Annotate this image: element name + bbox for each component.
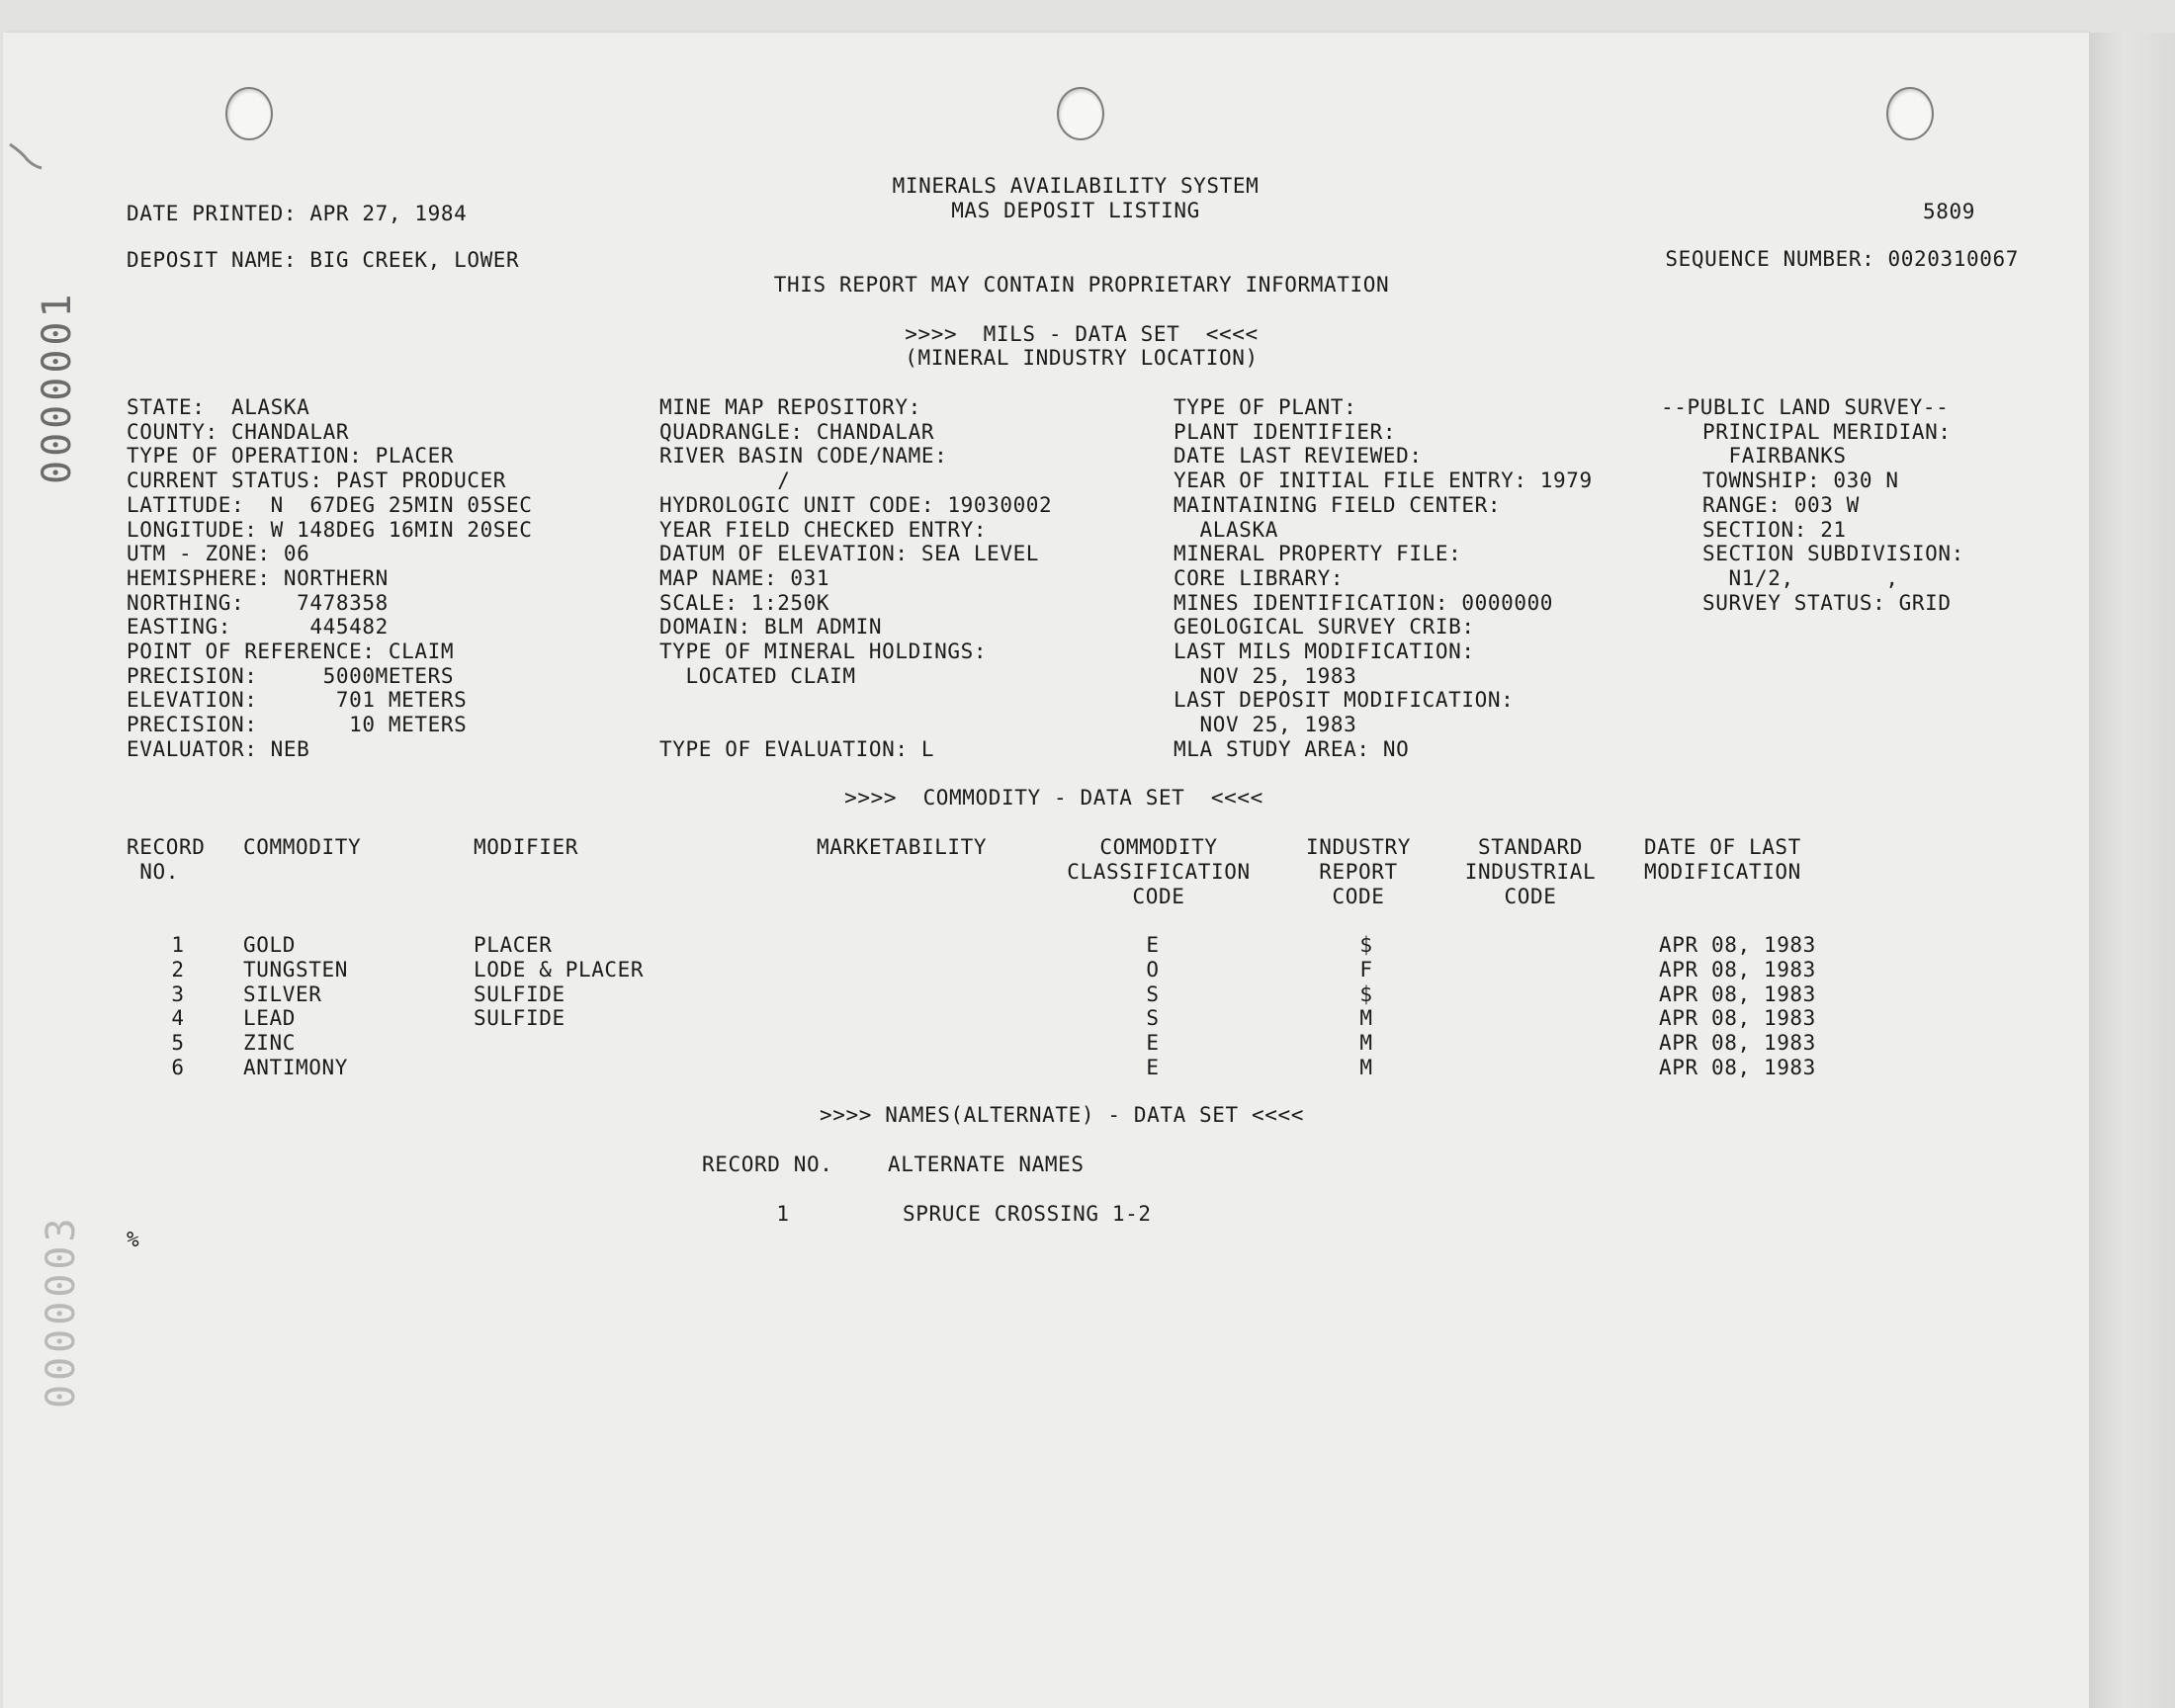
header-date-modified: DATE OF LAST MODIFICATION <box>1644 835 1801 884</box>
mils-subheading: (MINERAL INDUSTRY LOCATION) <box>905 346 1259 370</box>
commodity-cell: GOLD <box>243 933 296 957</box>
mils-field: / <box>659 469 791 492</box>
mils-field: ALASKA <box>1174 518 1278 542</box>
date-printed: DATE PRINTED: APR 27, 1984 <box>127 202 468 225</box>
mils-field: MAP NAME: 031 <box>659 566 830 590</box>
margin-stamp-top: 0000001 <box>35 290 80 484</box>
paper-mark <box>8 138 47 178</box>
plss-heading: --PUBLIC LAND SURVEY-- <box>1661 395 1950 419</box>
header-marketability: MARKETABILITY <box>817 835 988 859</box>
commodity-cell: SILVER <box>243 982 322 1006</box>
mils-heading: >>>> MILS - DATA SET <<<< <box>905 322 1259 346</box>
mils-field: PLANT IDENTIFIER: <box>1174 420 1397 444</box>
record-no-cell: 6 <box>171 1056 185 1079</box>
commodity-cell: ZINC <box>243 1031 296 1055</box>
mils-field: LONGITUDE: W 148DEG 16MIN 20SEC <box>127 518 533 542</box>
mils-field: EVALUATOR: NEB <box>127 737 310 761</box>
mils-field: COUNTY: CHANDALAR <box>127 420 350 444</box>
header-industry-code: INDUSTRY REPORT CODE <box>1306 835 1411 908</box>
modifier-cell: PLACER <box>474 933 553 957</box>
header-modifier: MODIFIER <box>474 835 578 859</box>
mils-field: POINT OF REFERENCE: CLAIM <box>127 640 455 663</box>
mils-field: LOCATED CLAIM <box>659 664 856 688</box>
classification-cell: S <box>1146 1006 1160 1030</box>
mils-field: ELEVATION: 701 METERS <box>127 688 468 712</box>
page-number: 5809 <box>1923 200 1975 223</box>
classification-cell: E <box>1146 1031 1160 1055</box>
industry-code-cell: F <box>1359 958 1373 982</box>
mils-field: SECTION: 21 <box>1702 518 1847 542</box>
names-header-alternate: ALTERNATE NAMES <box>888 1153 1085 1176</box>
mils-field: YEAR OF INITIAL FILE ENTRY: 1979 <box>1174 469 1593 492</box>
mils-field: SURVEY STATUS: GRID <box>1702 591 1952 615</box>
mils-field: STATE: ALASKA <box>127 395 310 419</box>
header-record-no: RECORD NO. <box>127 835 206 884</box>
date-modified-cell: APR 08, 1983 <box>1659 1006 1816 1030</box>
names-record-cell: 1 <box>776 1202 790 1226</box>
mils-field: PRINCIPAL MERIDIAN: <box>1702 420 1952 444</box>
mils-field: DOMAIN: BLM ADMIN <box>659 615 883 639</box>
modifier-cell: SULFIDE <box>474 982 566 1006</box>
mils-field: TYPE OF PLANT: <box>1174 395 1357 419</box>
mils-field: HEMISPHERE: NORTHERN <box>127 566 389 590</box>
commodity-cell: TUNGSTEN <box>243 958 348 982</box>
margin-stamp-bottom: 0000003 <box>39 1214 84 1409</box>
industry-code-cell: $ <box>1359 982 1373 1006</box>
commodity-cell: ANTIMONY <box>243 1056 348 1079</box>
mils-field: UTM - ZONE: 06 <box>127 542 310 565</box>
mils-field: MINERAL PROPERTY FILE: <box>1174 542 1462 565</box>
mils-field: NORTHING: 7478358 <box>127 591 389 615</box>
industry-code-cell: M <box>1359 1031 1373 1055</box>
record-no-cell: 5 <box>171 1031 185 1055</box>
mils-field: MLA STUDY AREA: NO <box>1174 737 1410 761</box>
mils-field: N1/2, , <box>1702 566 1899 590</box>
record-no-cell: 4 <box>171 1006 185 1030</box>
mils-field: GEOLOGICAL SURVEY CRIB: <box>1174 615 1475 639</box>
header-commodity: COMMODITY <box>243 835 362 859</box>
industry-code-cell: $ <box>1359 933 1373 957</box>
mils-field: MAINTAINING FIELD CENTER: <box>1174 493 1502 517</box>
mils-field: FAIRBANKS <box>1702 444 1847 468</box>
mils-field: TYPE OF EVALUATION: L <box>659 737 935 761</box>
mils-field: CURRENT STATUS: PAST PRODUCER <box>127 469 507 492</box>
mils-field: SECTION SUBDIVISION: <box>1702 542 1964 565</box>
mils-field: LAST DEPOSIT MODIFICATION: <box>1174 688 1515 712</box>
mils-field: PRECISION: 5000METERS <box>127 664 455 688</box>
binder-hole <box>1886 87 1934 140</box>
industry-code-cell: M <box>1359 1056 1373 1079</box>
header-classification: COMMODITY CLASSIFICATION CODE <box>1067 835 1251 908</box>
modifier-cell: SULFIDE <box>474 1006 566 1030</box>
modifier-cell: LODE & PLACER <box>474 958 645 982</box>
alternate-name-cell: SPRUCE CROSSING 1-2 <box>903 1202 1152 1226</box>
mils-field: RIVER BASIN CODE/NAME: <box>659 444 948 468</box>
listing-title: MAS DEPOSIT LISTING <box>951 199 1200 222</box>
mils-field: SCALE: 1:250K <box>659 591 830 615</box>
mils-field: PRECISION: 10 METERS <box>127 713 468 736</box>
mils-field: QUADRANGLE: CHANDALAR <box>659 420 935 444</box>
mils-field: YEAR FIELD CHECKED ENTRY: <box>659 518 988 542</box>
mils-field: NOV 25, 1983 <box>1174 664 1357 688</box>
mils-field: TYPE OF OPERATION: PLACER <box>127 444 455 468</box>
mils-field: EASTING: 445482 <box>127 615 389 639</box>
date-modified-cell: APR 08, 1983 <box>1659 1031 1816 1055</box>
names-header-record: RECORD NO. <box>702 1153 833 1176</box>
mils-field: TYPE OF MINERAL HOLDINGS: <box>659 640 988 663</box>
mils-field: HYDROLOGIC UNIT CODE: 19030002 <box>659 493 1053 517</box>
date-modified-cell: APR 08, 1983 <box>1659 933 1816 957</box>
mils-field: LAST MILS MODIFICATION: <box>1174 640 1475 663</box>
mils-field: DATE LAST REVIEWED: <box>1174 444 1423 468</box>
binder-hole <box>225 87 273 140</box>
industry-code-cell: M <box>1359 1006 1373 1030</box>
footer-mark: % <box>127 1228 140 1251</box>
mils-field: MINES IDENTIFICATION: 0000000 <box>1174 591 1554 615</box>
record-no-cell: 2 <box>171 958 185 982</box>
sequence-number: SEQUENCE NUMBER: 0020310067 <box>1665 247 2019 271</box>
mils-field: RANGE: 003 W <box>1702 493 1860 517</box>
record-no-cell: 1 <box>171 933 185 957</box>
commodity-cell: LEAD <box>243 1006 296 1030</box>
classification-cell: S <box>1146 982 1160 1006</box>
system-title: MINERALS AVAILABILITY SYSTEM <box>892 174 1260 198</box>
classification-cell: E <box>1146 933 1160 957</box>
binder-hole <box>1057 87 1104 140</box>
proprietary-notice: THIS REPORT MAY CONTAIN PROPRIETARY INFORMATION <box>773 273 1390 297</box>
scanner-edge <box>2089 33 2175 1708</box>
mils-field: MINE MAP REPOSITORY: <box>659 395 921 419</box>
mils-field: TOWNSHIP: 030 N <box>1702 469 1899 492</box>
mils-field: NOV 25, 1983 <box>1174 713 1357 736</box>
mils-field: LATITUDE: N 67DEG 25MIN 05SEC <box>127 493 533 517</box>
date-modified-cell: APR 08, 1983 <box>1659 1056 1816 1079</box>
header-standard-code: STANDARD INDUSTRIAL CODE <box>1464 835 1597 908</box>
date-modified-cell: APR 08, 1983 <box>1659 958 1816 982</box>
record-no-cell: 3 <box>171 982 185 1006</box>
date-modified-cell: APR 08, 1983 <box>1659 982 1816 1006</box>
mils-field: CORE LIBRARY: <box>1174 566 1345 590</box>
names-heading: >>>> NAMES(ALTERNATE) - DATA SET <<<< <box>820 1103 1304 1127</box>
mils-field: DATUM OF ELEVATION: SEA LEVEL <box>659 542 1040 565</box>
classification-cell: O <box>1146 958 1160 982</box>
classification-cell: E <box>1146 1056 1160 1079</box>
commodity-heading: >>>> COMMODITY - DATA SET <<<< <box>844 786 1263 810</box>
deposit-name: DEPOSIT NAME: BIG CREEK, LOWER <box>127 248 520 272</box>
